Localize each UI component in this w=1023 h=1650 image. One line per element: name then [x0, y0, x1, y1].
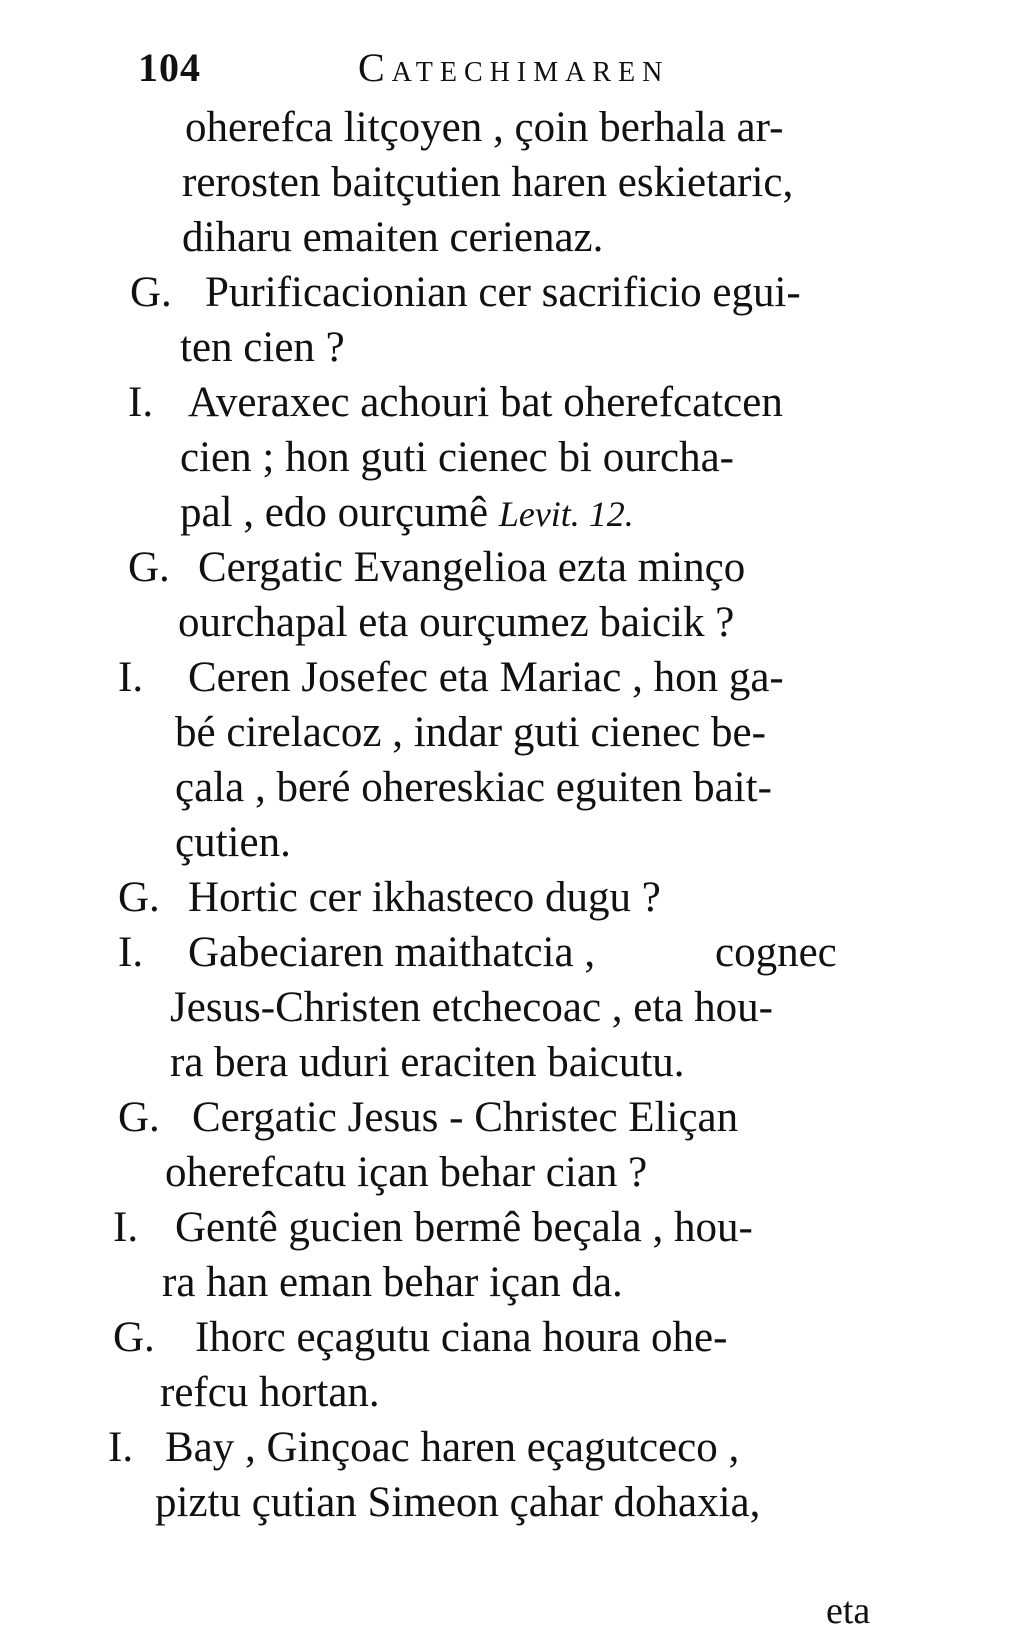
answer-marker: I.: [118, 654, 144, 701]
question-marker: G.: [113, 1314, 155, 1361]
answer-marker: I.: [108, 1424, 134, 1471]
text-line: çala , beré ohereskiac eguiten bait-: [175, 764, 772, 811]
text-line: Ceren Josefec eta Mariac , hon ga-: [188, 654, 784, 701]
text-line: Gabeciaren maithatcia ,: [188, 929, 596, 976]
text-line: [180, 485, 634, 541]
text-line: Purificacionian cer sacrificio egui-: [205, 269, 801, 316]
page-number: 104: [138, 45, 201, 90]
text-line: diharu emaiten cerienaz.: [182, 214, 604, 261]
text-line: ra han eman behar içan da.: [162, 1259, 623, 1306]
text-line: çutien.: [175, 819, 291, 866]
text-line: Cergatic Evangelioa ezta minço: [198, 544, 746, 591]
page-header: [120, 38, 900, 98]
scripture-reference: Levit. 12.: [498, 494, 634, 534]
text-line: Bay , Ginçoac haren eçagutceco ,: [165, 1424, 740, 1471]
text-line: oherefca litçoyen , çoin berhala ar-: [185, 104, 784, 151]
text-line: Gentê gucien bermê beçala , hou-: [175, 1204, 753, 1251]
text-line: ourchapal eta ourçumez baicik ?: [178, 599, 735, 646]
text-line: Cergatic Jesus - Christec Eliçan: [192, 1094, 739, 1141]
text-line: cognec: [715, 929, 837, 976]
text-line: Jesus-Christen etchecoac , eta hou-: [170, 984, 773, 1031]
text-line: refcu hortan.: [160, 1369, 380, 1416]
catchword: eta: [826, 1590, 871, 1632]
text-line: rerosten baitçutien haren eskietaric,: [182, 159, 794, 206]
question-marker: G.: [118, 1094, 160, 1141]
text-line: cien ; hon guti cienec bi ourcha-: [180, 434, 735, 481]
answer-marker: I.: [128, 379, 154, 426]
answer-marker: I.: [113, 1204, 139, 1251]
text-line: piztu çutian Simeon çahar dohaxia,: [155, 1479, 761, 1526]
question-marker: G.: [128, 544, 170, 591]
text-line: ra bera uduri eraciten baicutu.: [170, 1039, 685, 1086]
text-line: Averaxec achouri bat oherefcatcen: [188, 379, 783, 426]
answer-marker: I.: [118, 929, 144, 976]
question-marker: G.: [130, 269, 172, 316]
text-line: oherefcatu içan behar cian ?: [165, 1149, 648, 1196]
text-line: bé cirelacoz , indar guti cienec be-: [175, 709, 766, 756]
text-line: Hortic cer ikhasteco dugu ?: [188, 874, 661, 921]
question-marker: G.: [118, 874, 160, 921]
text-line: Ihorc eçagutu ciana houra ohe-: [195, 1314, 728, 1361]
text-line: ten cien ?: [180, 324, 345, 371]
running-head: Catechimaren: [358, 45, 670, 90]
text-fragment: pal , edo ourçumê: [180, 489, 489, 536]
